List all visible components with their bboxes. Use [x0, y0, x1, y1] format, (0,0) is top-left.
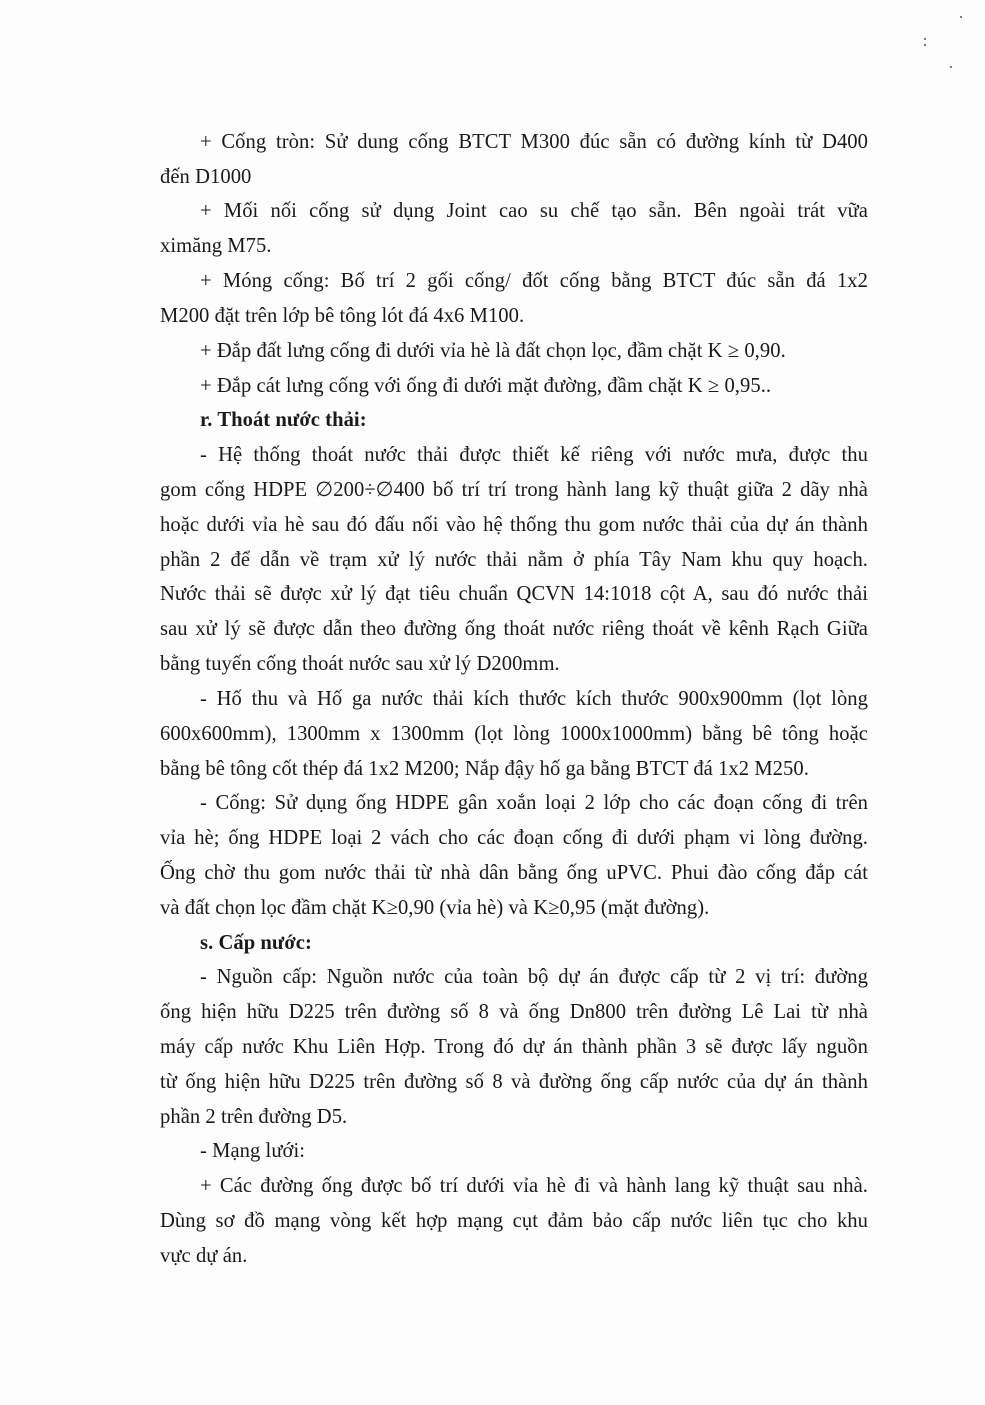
text-line: ống hiện hữu D225 trên đường số 8 và ống Dn800 trên đường Lê Lai từ nhà [160, 1001, 868, 1023]
text-line: sau xử lý sẽ được dẫn theo đường ống thoát nước riêng thoát về kênh Rạch Giữa [160, 618, 868, 640]
text-line: ximăng M75. [160, 235, 272, 257]
text-line: + Đắp cát lưng cống với ống đi dưới mặt đường, đầm chặt K ≥ 0,95.. [200, 375, 772, 397]
text-line: bằng bê tông cốt thép đá 1x2 M200; Nắp đậy hố ga bằng BTCT đá 1x2 M250. [160, 758, 809, 780]
text-line: - Cống: Sử dụng ống HDPE gân xoắn loại 2 lớp cho các đoạn cống đi trên [200, 792, 868, 814]
text-line: phần 2 để dẫn về trạm xử lý nước thải nằm ở phía Tây Nam khu quy hoạch. [160, 549, 868, 571]
text-line: Nước thải sẽ được xử lý đạt tiêu chuẩn QCVN 14:1018 cột A, sau đó nước thải [160, 583, 868, 605]
text-line: Dùng sơ đồ mạng vòng kết hợp mạng cụt đảm bảo cấp nước liên tục cho khu [160, 1210, 868, 1232]
text-line: gom cống HDPE ∅200÷∅400 bố trí trí trong hành lang kỹ thuật giữa 2 dãy nhà [160, 479, 868, 501]
text-line: hoặc dưới vỉa hè sau đó đấu nối vào hệ thống thu gom nước thải của dự án thành [160, 514, 868, 536]
text-line: máy cấp nước Khu Liên Hợp. Trong đó dự án thành phần 3 sẽ được lấy nguồn [160, 1036, 868, 1058]
text-line: vỉa hè; ống HDPE loại 2 vách cho các đoạn cống đi dưới phạm vi lòng đường. [160, 827, 868, 849]
section-heading: s. Cấp nước: [200, 932, 312, 954]
text-line: + Các đường ống được bố trí dưới vỉa hè đi và hành lang kỹ thuật sau nhà. [200, 1175, 868, 1197]
scan-speck [960, 16, 962, 18]
text-line: phần 2 trên đường D5. [160, 1106, 348, 1128]
text-line: đến D1000 [160, 166, 252, 188]
text-line: - Hố thu và Hố ga nước thải kích thước kích thước 900x900mm (lọt lòng [200, 688, 868, 710]
text-line: - Hệ thống thoát nước thải được thiết kế riêng với nước mưa, được thu [200, 444, 868, 466]
section-heading: r. Thoát nước thải: [200, 409, 367, 431]
text-line: - Nguồn cấp: Nguồn nước của toàn bộ dự án được cấp từ 2 vị trí: đường [200, 966, 868, 988]
text-line: và đất chọn lọc đầm chặt K≥0,90 (vỉa hè) và K≥0,95 (mặt đường). [160, 897, 710, 919]
text-line: 600x600mm), 1300mm x 1300mm (lọt lòng 1000x1000mm) bằng bê tông hoặc [160, 723, 868, 745]
text-line: bằng tuyến cống thoát nước sau xử lý D200mm. [160, 653, 560, 675]
text-line: từ ống hiện hữu D225 trên đường số 8 và đường ống cấp nước của dự án thành [160, 1071, 868, 1093]
scan-speck [924, 38, 926, 40]
text-line: - Mạng lưới: [200, 1140, 306, 1162]
text-line: + Cống tròn: Sử dung cống BTCT M300 đúc sẵn có đường kính từ D400 [200, 131, 868, 153]
text-line: + Đắp đất lưng cống đi dưới vỉa hè là đất chọn lọc, đầm chặt K ≥ 0,90. [200, 340, 786, 362]
text-line: Ống chờ thu gom nước thải từ nhà dân bằng ống uPVC. Phui đào cống đắp cát [160, 862, 868, 884]
text-line: + Mối nối cống sử dụng Joint cao su chế tạo sẵn. Bên ngoài trát vữa [200, 200, 868, 222]
scan-speck [950, 66, 952, 68]
text-line: + Móng cống: Bố trí 2 gối cống/ đốt cống bằng BTCT đúc sẵn đá 1x2 [200, 270, 868, 292]
text-line: vực dự án. [160, 1245, 248, 1267]
scan-speck [924, 44, 926, 46]
text-line: M200 đặt trên lớp bê tông lót đá 4x6 M100. [160, 305, 525, 327]
